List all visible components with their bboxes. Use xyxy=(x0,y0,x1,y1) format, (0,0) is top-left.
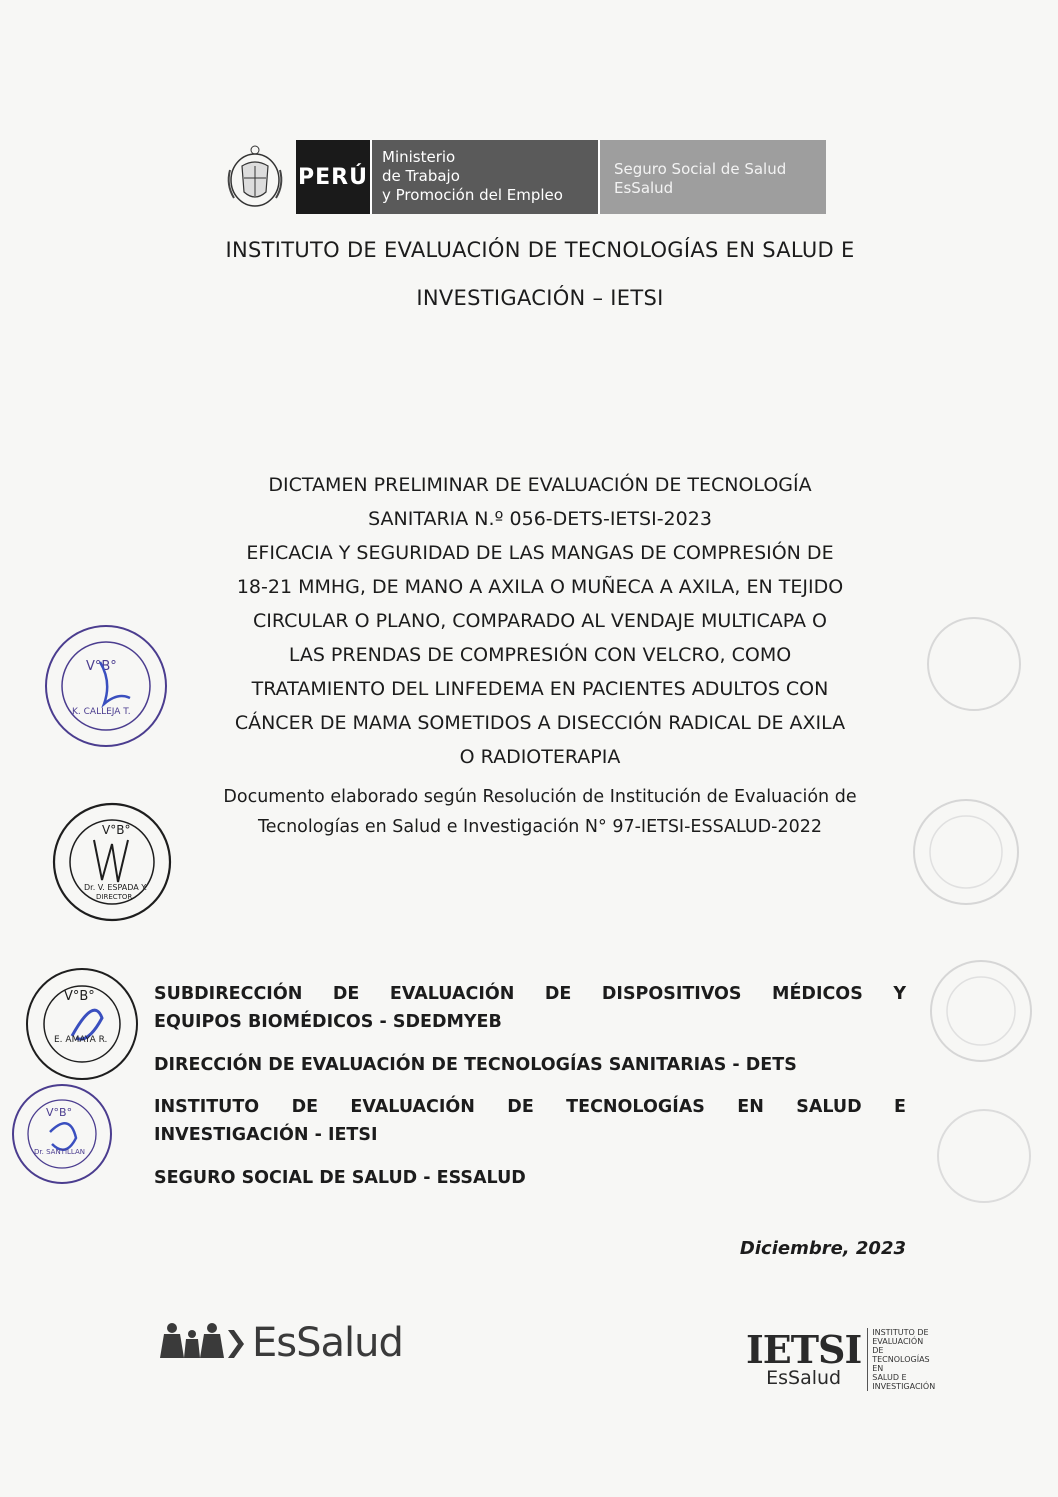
document-note xyxy=(160,782,920,842)
org-dets: DIRECCIÓN DE EVALUACIÓN DE TECNOLOGÍAS SANITARIAS - DETS xyxy=(154,1055,797,1075)
ietsi-wordmark xyxy=(746,1326,862,1389)
faint-seal-icon xyxy=(922,612,1022,716)
document-date: Diciembre, 2023 xyxy=(739,1238,906,1259)
dictamen-title xyxy=(160,468,920,774)
stamp-vb-label: V°B° xyxy=(64,989,95,1004)
ietsi-description-line: SALUD E xyxy=(872,1373,907,1382)
faint-seal-icon xyxy=(926,956,1036,1066)
institute-title-line: INSTITUTO DE EVALUACIÓN DE TECNOLOGÍAS EN SALUD E xyxy=(225,238,855,262)
peru-label: PERÚ xyxy=(296,140,370,214)
ietsi-big-text: IETSI xyxy=(746,1326,862,1372)
stamp-4-name: Dr. SANTILLAN xyxy=(34,1148,85,1156)
ietsi-description-line: INVESTIGACIÓN xyxy=(872,1382,936,1391)
org-line: INSTITUTO DE EVALUACIÓN DE TECNOLOGÍAS EN SALUD E xyxy=(154,1097,906,1117)
agency-label xyxy=(598,140,826,214)
stamp-vb-label: V°B° xyxy=(102,823,131,837)
dictamen-line: O RADIOTERAPIA xyxy=(459,746,621,768)
ietsi-description-line: EVALUACIÓN DE xyxy=(872,1337,924,1355)
org-line: EQUIPOS BIOMÉDICOS - SDEDMYEB xyxy=(154,1012,502,1032)
stamp-vb-label: V°B° xyxy=(86,659,117,674)
ministry-line: y Promoción del Empleo xyxy=(382,186,563,204)
org-ietsi xyxy=(154,1093,906,1149)
dictamen-line: LAS PRENDAS DE COMPRESIÓN CON VELCRO, COMO xyxy=(288,644,792,666)
dictamen-line: TRATAMIENTO DEL LINFEDEMA EN PACIENTES ADULTOS CON xyxy=(251,678,829,700)
ministry-label xyxy=(370,140,598,214)
ministry-line: de Trabajo xyxy=(382,167,460,185)
org-essalud: SEGURO SOCIAL DE SALUD - ESSALUD xyxy=(154,1168,526,1188)
stamp-2-seal-icon xyxy=(50,800,174,924)
ietsi-description-line: TECNOLOGÍAS EN xyxy=(872,1355,930,1373)
dictamen-line: 18-21 MMHG, DE MANO A AXILA O MUÑECA A AXILA, EN TEJIDO xyxy=(236,576,844,598)
org-subdireccion xyxy=(154,980,906,1036)
dictamen-line: CIRCULAR O PLANO, COMPARADO AL VENDAJE MULTICAPA O xyxy=(253,610,827,632)
stamp-3-name: E. AMAYA R. xyxy=(54,1035,108,1045)
stamp-2-role: DIRECTOR xyxy=(96,893,133,901)
institute-title xyxy=(140,226,940,322)
document-note-line: Tecnologías en Salud e Investigación N° 97-IETSI-ESSALUD-2022 xyxy=(257,817,822,837)
peru-coat-of-arms-icon xyxy=(220,140,290,214)
ministry-line: Ministerio xyxy=(382,148,456,166)
essalud-footer-logo xyxy=(160,1320,403,1366)
agency-line: EsSalud xyxy=(614,179,674,197)
institute-title-line: INVESTIGACIÓN – IETSI xyxy=(416,286,664,310)
ietsi-small-text: EsSalud xyxy=(766,1366,842,1389)
agency-line: Seguro Social de Salud xyxy=(614,160,787,178)
org-line: SUBDIRECCIÓN DE EVALUACIÓN DE DISPOSITIVOS MÉDICOS Y xyxy=(154,984,906,1004)
essalud-logo-text: EsSalud xyxy=(252,1320,403,1366)
ietsi-description xyxy=(867,1328,936,1391)
stamp-1-seal-icon xyxy=(42,622,170,750)
government-header-banner xyxy=(220,140,826,214)
ietsi-footer-logo xyxy=(746,1328,936,1391)
stamp-3-seal-icon xyxy=(24,966,140,1082)
dictamen-line: CÁNCER DE MAMA SOMETIDOS A DISECCIÓN RADICAL DE AXILA xyxy=(234,712,846,734)
dictamen-line: SANITARIA N.º 056-DETS-IETSI-2023 xyxy=(368,508,712,530)
document-note-line: Documento elaborado según Resolución de Institución de Evaluación de xyxy=(223,787,857,807)
family-figures-icon xyxy=(160,1320,246,1366)
stamp-2-name: Dr. V. ESPADA Y. xyxy=(84,883,148,892)
ietsi-description-line: INSTITUTO DE xyxy=(872,1328,929,1337)
stamp-1-name: K. CALLEJA T. xyxy=(72,707,131,717)
stamp-vb-label: V°B° xyxy=(46,1106,73,1119)
dictamen-line: EFICACIA Y SEGURIDAD DE LAS MANGAS DE COMPRESIÓN DE xyxy=(246,542,834,564)
dictamen-line: DICTAMEN PRELIMINAR DE EVALUACIÓN DE TECNOLOGÍA xyxy=(268,474,812,496)
stamp-4-seal-icon xyxy=(10,1082,114,1186)
org-line: INVESTIGACIÓN - IETSI xyxy=(154,1125,378,1145)
faint-seal-icon xyxy=(910,796,1022,908)
faint-seal-icon xyxy=(934,1106,1034,1206)
